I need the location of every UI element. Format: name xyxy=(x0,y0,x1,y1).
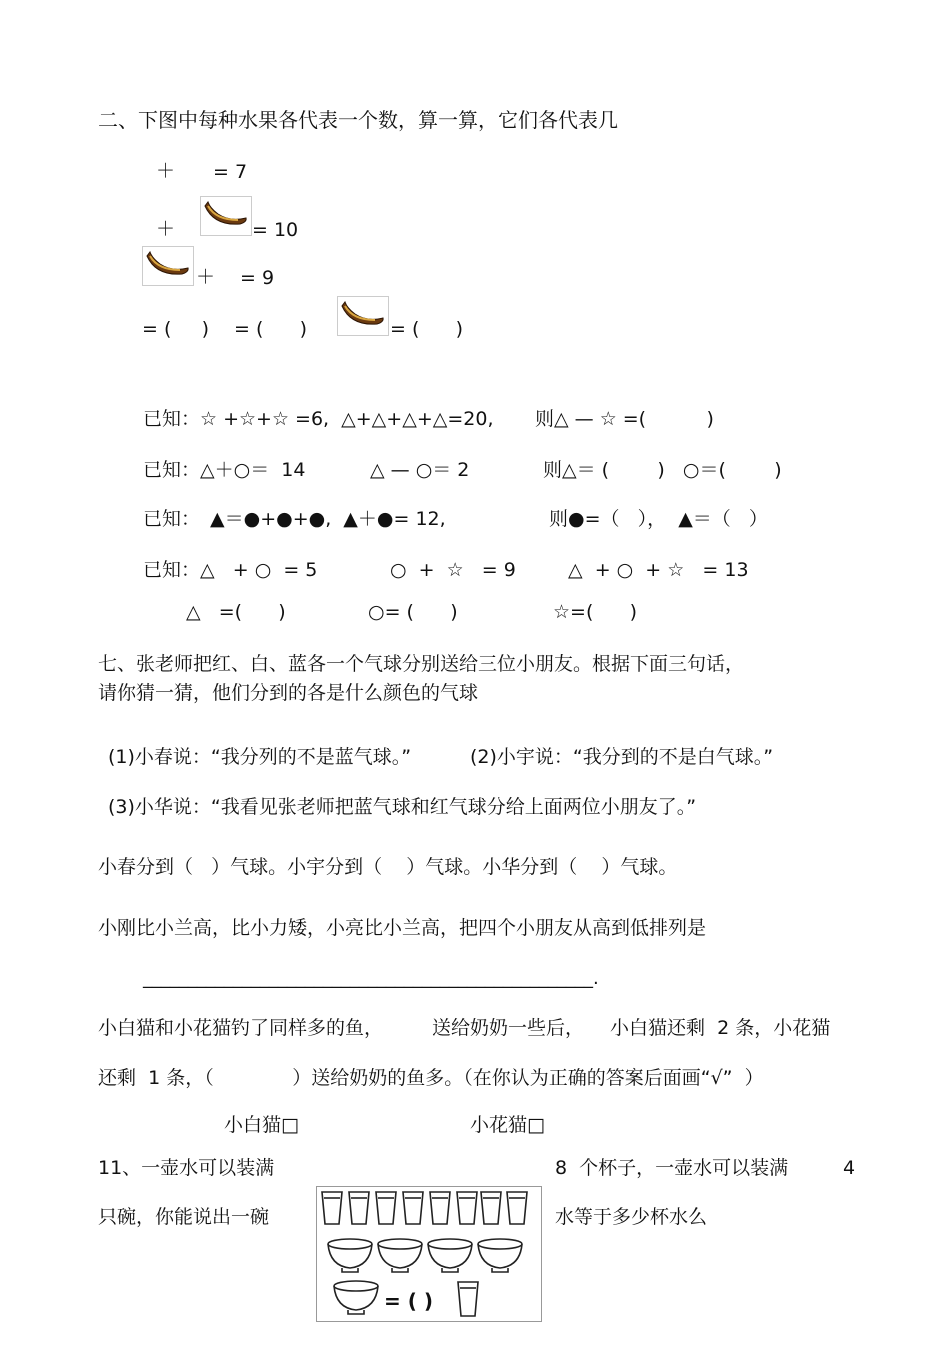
known-line-4b: ○ + ☆ = 9 xyxy=(390,559,516,581)
plus-sign: ＋ xyxy=(196,266,216,288)
cups-bowls-figure xyxy=(316,1186,542,1322)
plus-sign: ＋ xyxy=(156,218,176,240)
known-line-2a: 已知：△＋○＝ 14 xyxy=(143,459,306,481)
answer-blank: = ( ) xyxy=(142,318,209,340)
known-line-1b: 则△ — ☆ =( ) xyxy=(535,408,714,430)
answer-blank: = ( ) xyxy=(390,318,464,340)
cats-line-2: 还剩 1 条，（ ）送给奶奶的鱼多。（在你认为正确的答案后面画“√” ） xyxy=(98,1067,764,1089)
banana-icon xyxy=(336,296,390,336)
plus-sign: ＋ xyxy=(156,160,176,182)
known-line-2c: 则△＝ ( ) ○＝( ) xyxy=(543,459,782,481)
equation-rhs: = 10 xyxy=(252,219,299,241)
known-line-1a: 已知：☆ +☆+☆ =6, △+△+△+△=20, xyxy=(143,408,494,430)
q11-line-1a: 11、一壶水可以装满 xyxy=(98,1157,275,1179)
section7-line2: 请你猜一猜，他们分到的各是什么颜色的气球 xyxy=(98,682,479,704)
known-line-3b: ▲＝●+●+●, ▲＋●= 12, xyxy=(210,508,446,530)
balloon-answer: 小春分到（ ）气球。小宇分到（ ）气球。小华分到（ ）气球。 xyxy=(98,856,678,878)
banana-icon xyxy=(200,196,252,236)
figure-equation-text: = ( ) xyxy=(384,1289,433,1313)
known-line-3c: 则●=（ ）， ▲＝（ ） xyxy=(549,508,768,530)
q11-line-2a: 只碗，你能说出一碗 xyxy=(98,1206,270,1228)
known-line-3a: 已知： xyxy=(143,508,201,530)
q11-line-1c: 4 xyxy=(843,1157,856,1179)
known-line-4c: △ + ○ + ☆ = 13 xyxy=(568,559,749,581)
cats-option-white[interactable]: 小白猫□ xyxy=(224,1114,299,1136)
cats-option-flower[interactable]: 小花猫□ xyxy=(470,1114,545,1136)
height-question: 小刚比小兰高，比小力矮，小亮比小兰高，把四个小朋友从高到低排列是 xyxy=(98,917,707,939)
known-line-5a: △ =( ) xyxy=(186,601,286,623)
statement-1: (1)小春说：“我分列的不是蓝气球。” xyxy=(108,746,412,768)
height-answer-blank: __________________________________________________. xyxy=(143,968,599,989)
known-line-2b: △ — ○＝ 2 xyxy=(370,459,470,481)
statement-3: (3)小华说：“我看见张老师把蓝气球和红气球分给上面两位小朋友了。” xyxy=(108,796,697,818)
banana-icon xyxy=(142,246,194,286)
q11-line-1b: 8 个杯子，一壶水可以装满 xyxy=(555,1157,789,1179)
equation-rhs: = 9 xyxy=(240,267,275,289)
known-line-4a: 已知：△ + ○ = 5 xyxy=(143,559,318,581)
section-heading: 二、下图中每种水果各代表一个数，算一算，它们各代表几 xyxy=(98,108,618,132)
equation-rhs: = 7 xyxy=(213,161,248,183)
answer-blank: = ( ) xyxy=(234,318,308,340)
cats-line-1b: 送给奶奶一些后， xyxy=(432,1017,585,1039)
statement-2: (2)小宇说：“我分到的不是白气球。” xyxy=(470,746,774,768)
cats-line-1a: 小白猫和小花猫钓了同样多的鱼， xyxy=(98,1017,384,1039)
section7-line1: 七、张老师把红、白、蓝各一个气球分别送给三位小朋友。根据下面三句话， xyxy=(98,653,745,675)
known-line-5c: ☆=( ) xyxy=(553,601,638,623)
known-line-5b: ○= ( ) xyxy=(368,601,458,623)
q11-line-2b: 水等于多少杯水么 xyxy=(555,1206,708,1228)
cats-line-1c: 小白猫还剩 2 条，小花猫 xyxy=(610,1017,831,1039)
